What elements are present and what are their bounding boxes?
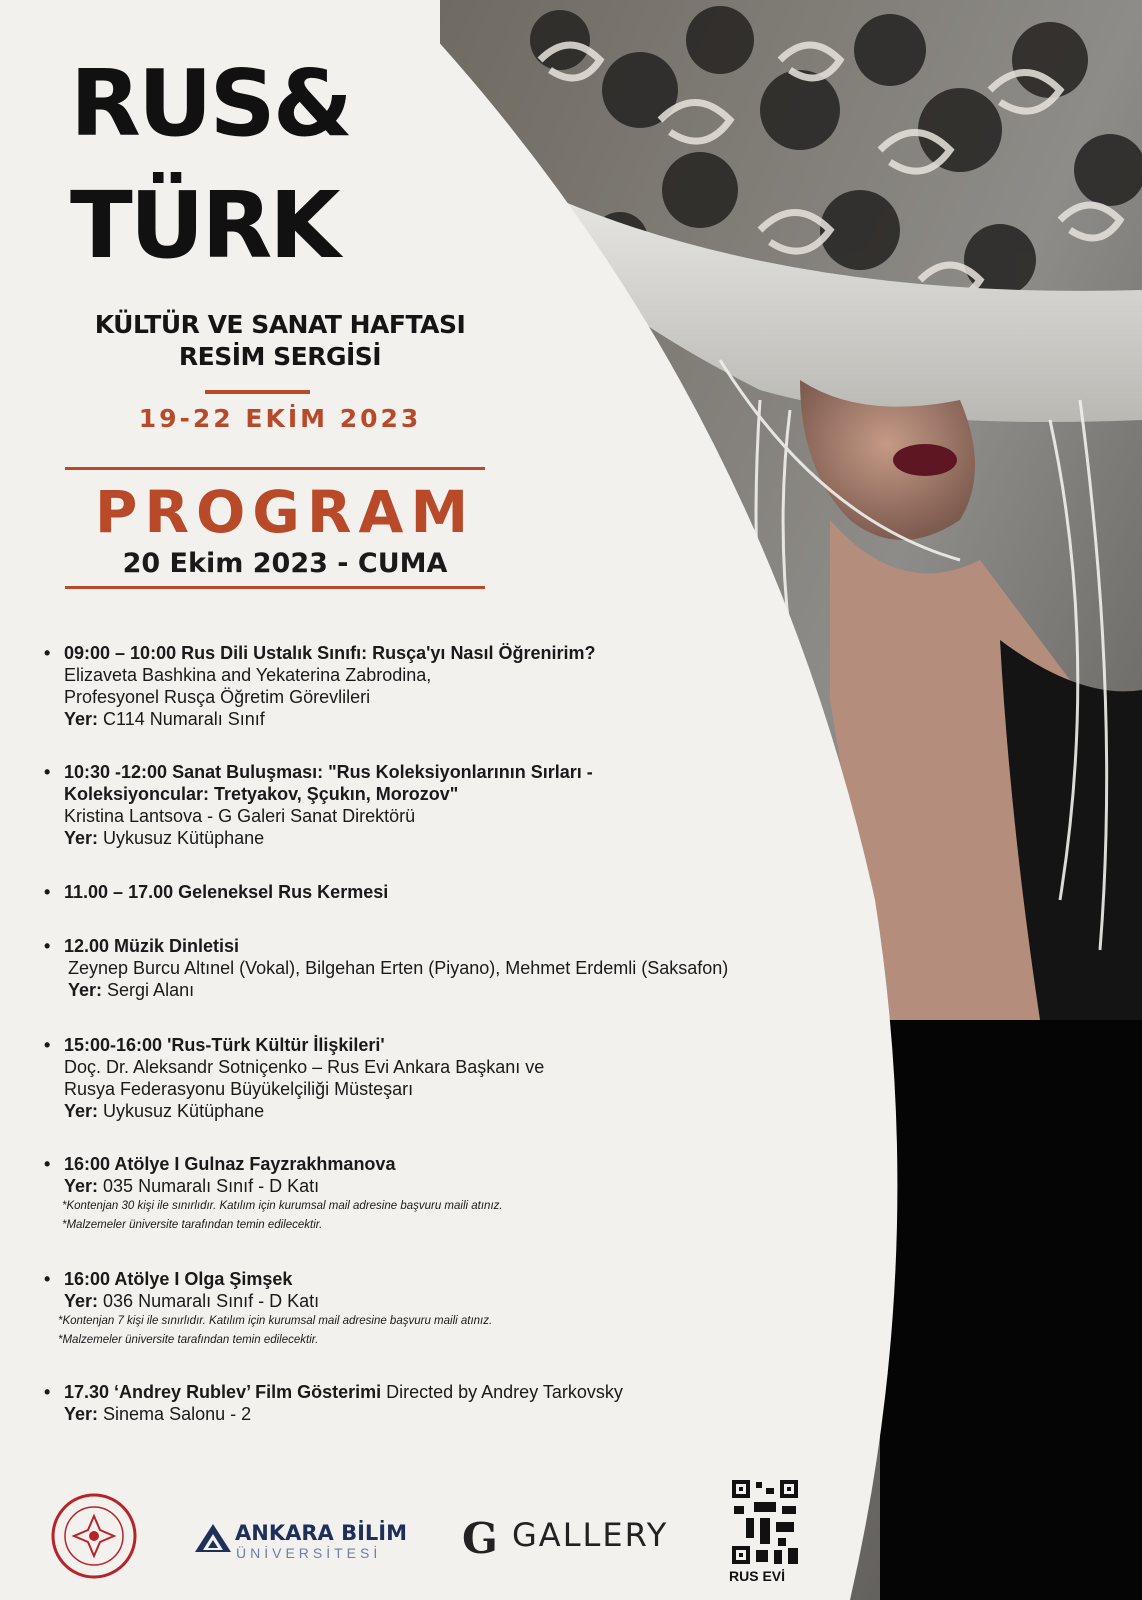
subtitle-exhibition: RESİM SERGİSİ	[178, 342, 382, 371]
schedule-item: • 17.30 ‘Andrey Rublev’ Film Gösterimi Directed by Andrey Tarkovsky Yer: Sinema Salonu - 2	[44, 1382, 623, 1424]
title-turk: TÜRK	[70, 172, 338, 279]
bullet-icon: •	[44, 643, 51, 663]
qr-code-icon	[730, 1478, 800, 1566]
subtitle-culture-week: KÜLTÜR VE SANAT HAFTASI	[94, 310, 466, 339]
event-dates: 19-22 EKİM 2023	[138, 404, 422, 433]
schedule-item: • 09:00 – 10:00 Rus Dili Ustalık Sınıfı: Rusça'yı Nasıl Öğrenirim? Elizaveta Bashkina and Yekaterina Zabrodina, Profesyonel Rusça Öğretim Görevlileri Yer: C114 Numaralı Sınıf	[44, 643, 596, 729]
ministry-seal-logo	[50, 1492, 138, 1580]
schedule-item: • 15:00-16:00 'Rus-Türk Kültür İlişkileri' Doç. Dr. Aleksandr Sotniçenko – Rus Evi Ankara Başkanı ve Rusya Federasyonu Büyükelçiliği Müsteşarı Yer: Uykusuz Kütüphane	[44, 1035, 545, 1121]
schedule-item: • 16:00 Atölye I Gulnaz Fayzrakhmanova Yer: 035 Numaralı Sınıf - D Katı *Kontenjan 30 kişi ile sınırlıdır. Katılım için kurumsal mail adresine başvuru maili atınız. *Malzemeler üniversite tarafından temin edilecektir.	[44, 1154, 503, 1231]
schedule-item: • 12.00 Müzik Dinletisi Zeynep Burcu Altınel (Vokal), Bilgehan Erten (Piyano), Mehmet Erdemli (Saksafon) Yer: Sergi Alanı	[44, 936, 729, 1000]
program-title: PROGRAM	[94, 478, 476, 546]
title-rus: RUS&	[70, 50, 351, 157]
divider	[65, 586, 485, 589]
divider	[65, 467, 485, 470]
university-name: ANKARA BİLİM	[235, 1521, 407, 1545]
rus-evi-label: RUS EVİ	[729, 1568, 786, 1584]
bullet-icon: •	[44, 762, 51, 782]
bullet-icon: •	[44, 1035, 51, 1055]
schedule-item: • 10:30 -12:00 Sanat Buluşması: "Rus Koleksiyonlarının Sırları - Koleksiyoncular: Tretyakov, Şçukın, Morozov" Kristina Lantsova - G Galeri Sanat Direktörü Yer: Uykusuz Kütüphane	[44, 762, 593, 848]
university-subname: ÜNİVERSİTESİ	[236, 1545, 382, 1561]
program-day: 20 Ekim 2023 - CUMA	[122, 548, 448, 579]
divider	[205, 390, 310, 394]
bullet-icon: •	[44, 936, 51, 956]
bullet-icon: •	[44, 1382, 51, 1402]
bullet-icon: •	[44, 1269, 51, 1289]
gallery-logo-icon	[458, 1515, 498, 1559]
schedule-item: • 11.00 – 17.00 Geleneksel Rus Kermesi	[44, 882, 389, 902]
gallery-mark: G	[462, 1515, 498, 1559]
gallery-name: GALLERY	[512, 1516, 669, 1554]
schedule-item: • 16:00 Atölye I Olga Şimşek Yer: 036 Numaralı Sınıf - D Katı *Kontenjan 7 kişi ile sınırlıdır. Katılım için kurumsal mail adresine başvuru maili atınız. *Malzemeler üniversite tarafından temin edilecektir.	[44, 1269, 493, 1346]
ankara-bilim-logo-icon	[193, 1522, 233, 1554]
bullet-icon: •	[44, 882, 51, 902]
bullet-icon: •	[44, 1154, 51, 1174]
